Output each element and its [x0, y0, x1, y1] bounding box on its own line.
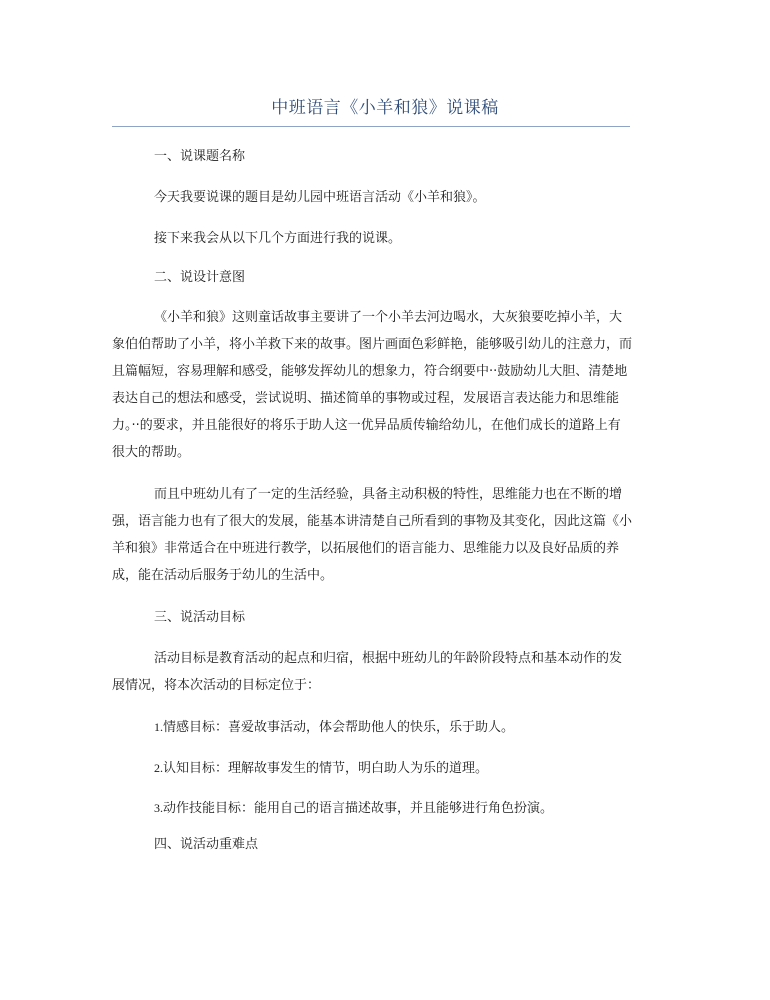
paragraph-3: 《小羊和狼》这则童话故事主要讲了一个小羊去河边喝水，大灰狼要吃掉小羊，大象伯伯帮助了小羊，将小羊救下来的故事。图片画面色彩鲜艳，能够吸引幼儿的注意力，而且篇幅短，容易理解和感受，能够发挥幼儿的想象力，符合纲要中··鼓励幼儿大胆、清楚地表达自己的想法和感受，尝试说明、描述简单的事物或过程，发展语言表达能力和思维能力。··的要求，并且能很好的将乐于助人这一优异品质传输给幼儿，在他们成长的道路上有很大的帮助。 [112, 310, 633, 460]
goal-item [154, 797, 553, 816]
paragraph-2: 接下来我会从以下几个方面进行我的说课。 [154, 231, 402, 246]
paragraph-1: 今天我要说课的题目是幼儿园中班语言活动《小羊和狼》。 [154, 190, 486, 205]
section-heading-3: 三、说活动目标 [154, 610, 246, 625]
title-divider [112, 126, 630, 127]
section-heading-4: 四、说活动重难点 [154, 837, 259, 852]
goal-text: 动作技能目标：能用自己的语言描述故事，并且能够进行角色扮演。 [163, 801, 554, 816]
goal-item [154, 757, 488, 776]
section-heading-1: 一、说课题名称 [154, 149, 246, 164]
paragraph-5: 活动目标是教育活动的起点和归宿，根据中班幼儿的年龄阶段特点和基本动作的发展情况，将本次活动的目标定位于： [112, 651, 623, 693]
goal-text: 情感目标：喜爱故事活动，体会帮助他人的快乐，乐于助人。 [163, 720, 515, 735]
goal-number: 3. [154, 801, 163, 815]
goal-number: 1. [154, 720, 163, 734]
goal-text: 认知目标：理解故事发生的情节，明白助人为乐的道理。 [163, 761, 489, 776]
document-title: 中班语言《小羊和狼》说课稿 [271, 98, 499, 118]
paragraph-4: 而且中班幼儿有了一定的生活经验，具备主动积极的特性，思维能力也在不断的增强，语言能力也有了很大的发展，能基本讲清楚自己所看到的事物及其变化，因此这篇《小羊和狼》非常适合在中班进行教学，以拓展他们的语言能力、思维能力以及良好品质的养成，能在活动后服务于幼儿的生活中。 [112, 487, 633, 583]
goal-number: 2. [154, 761, 163, 775]
section-heading-2: 二、说设计意图 [154, 270, 246, 285]
goal-item [154, 716, 514, 735]
